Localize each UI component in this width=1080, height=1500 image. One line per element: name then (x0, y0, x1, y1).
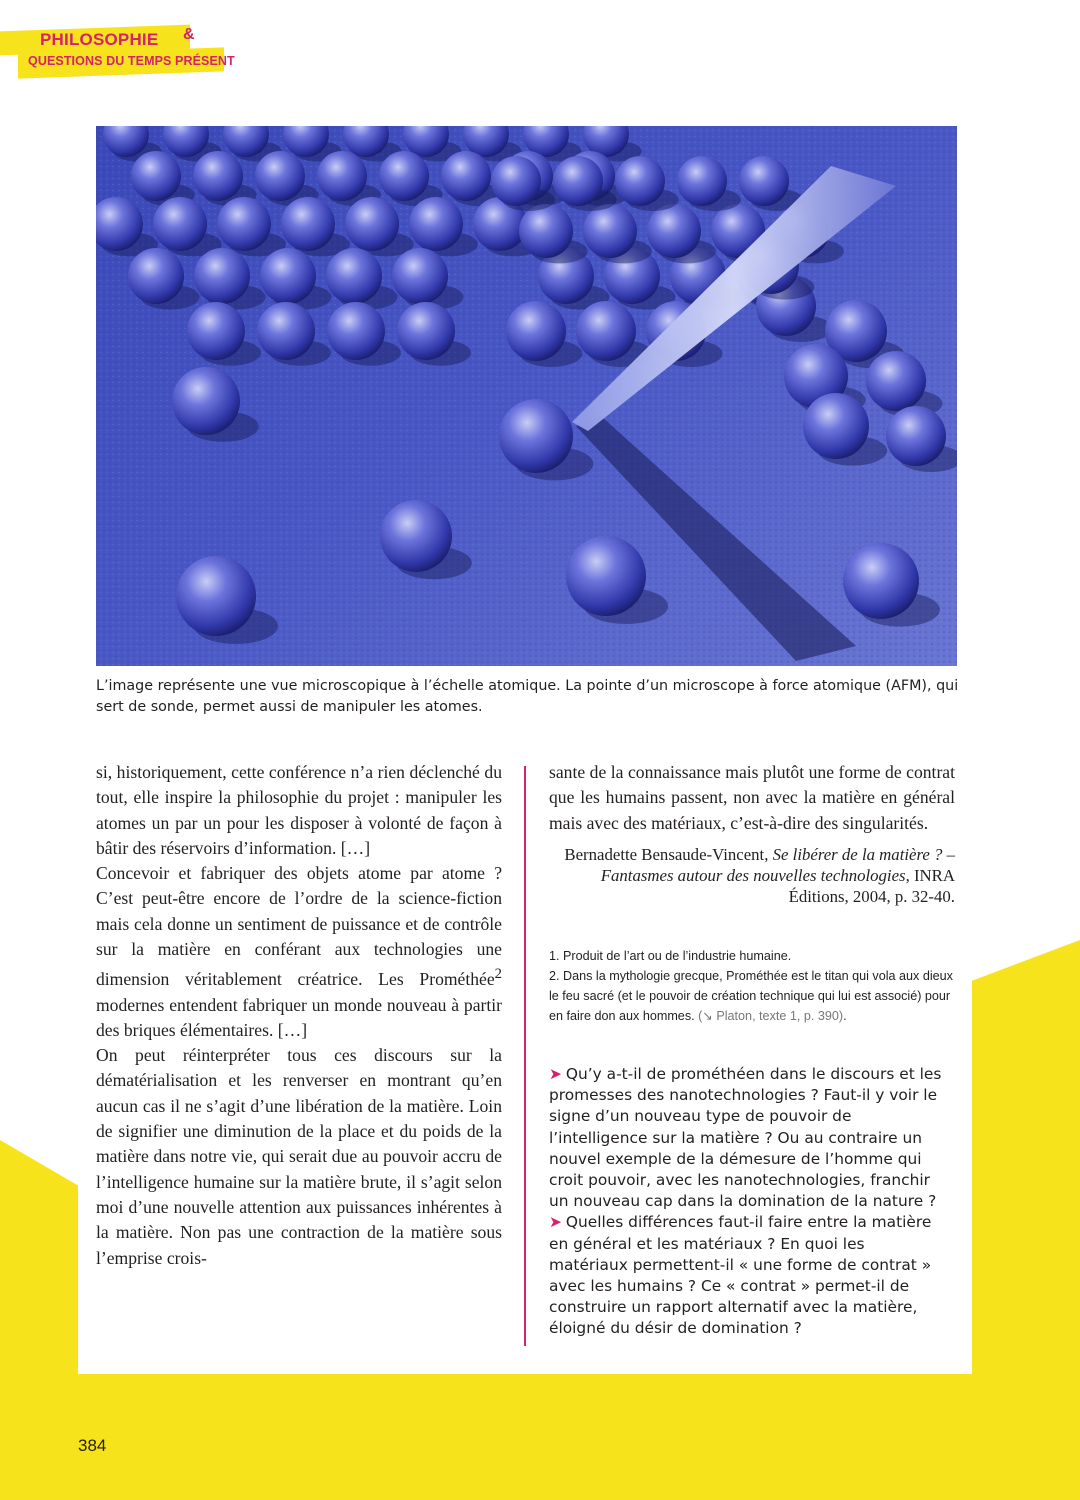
atom-sphere (677, 156, 727, 206)
atom-sphere (327, 302, 385, 360)
text-column-right (549, 760, 955, 907)
atom-sphere (866, 351, 926, 411)
paragraph-3: On peut réinterpréter tous ces discours sur la dématérialisation et les renverser en montrant qu’en aucun cas il ne s’agit d’une libération de la matière. Loin de signifier une diminution de la place et du poids de la matière dans notre vie, qui serait due au pouvoir accru de l’intelligence humaine sur la matière brute, il s’agit selon moi d’une nouvelle attention aux puissances inhérentes à la matière. Non pas une contraction de la matière sous l’emprise crois- (96, 1045, 502, 1268)
footnote-2 (549, 966, 959, 1026)
footnotes (549, 946, 959, 1026)
atom-sphere (379, 151, 429, 201)
atom-sphere (392, 248, 448, 304)
study-questions (549, 1064, 945, 1340)
question-1-text: Qu’y a-t-il de prométhéen dans le discours et les promesses des nanotechnologies ? Faut-il y voir le signe d’un nouveau type de pouvoir de l’intelligence sur la matière ? Ou au contraire un nouvel exemple de la démesure de l’homme qui croit pouvoir, avec les nanotechnologies, franchir un nouveau cap dans la domination de la nature ? (549, 1065, 942, 1211)
atom-sphere (317, 151, 367, 201)
atom-sphere (491, 156, 541, 206)
atom-sphere (886, 406, 946, 466)
atom-sphere (647, 204, 701, 258)
badge-title: PHILOSOPHIE (40, 30, 159, 49)
atom-sphere (257, 302, 315, 360)
atom-sphere (506, 301, 566, 361)
footnote-2-reference: (↘ Platon, texte 1, p. 390) (698, 1009, 844, 1023)
question-1 (549, 1064, 945, 1212)
atom-sphere (345, 197, 399, 251)
footnote-2-text: 2. Dans la mythologie grecque, Prométhée est le titan qui vola aux dieux le feu sacré (et le pouvoir de création technique qui lui est associé) pour en faire don aux hommes. (549, 969, 953, 1023)
atom-sphere (499, 399, 573, 473)
afm-microscope-image (96, 126, 957, 666)
atom-sphere (576, 301, 636, 361)
atom-sphere (128, 248, 184, 304)
atom-sphere (803, 393, 869, 459)
atom-sphere (131, 151, 181, 201)
footnote-ref-2: 2 (494, 966, 502, 983)
atom-sphere (187, 302, 245, 360)
atom-sphere (194, 248, 250, 304)
atom-sphere (843, 543, 919, 619)
citation-publisher: , INRA Éditions, 2004, p. 32-40. (788, 865, 955, 906)
atom-sphere (409, 197, 463, 251)
atom-sphere (441, 151, 491, 201)
footnote-1: 1. Produit de l’art ou de l’industrie humaine. (549, 949, 792, 963)
paragraph-continued: sante de la connaissance mais plutôt une forme de contrat que les humains passent, non avec la matière en général mais avec des matériaux, c’est-à-dire des singularités. (549, 762, 955, 833)
atom-sphere (193, 151, 243, 201)
atom-sphere (153, 197, 207, 251)
badge-ampersand: & (183, 26, 195, 43)
badge-subtitle: QUESTIONS DU TEMPS PRÉSENT (28, 54, 235, 68)
atom-sphere (176, 556, 256, 636)
paragraph-1: si, historiquement, cette conférence n’a rien déclenché du tout, elle inspire la philosophie du projet : manipuler les atomes un par un pour les disposer à volonté de façon à bâtir des réservoirs d’information. […] (96, 762, 502, 858)
arrow-icon: ➤ (549, 1213, 562, 1232)
arrow-icon: ➤ (549, 1065, 562, 1083)
atom-sphere (397, 302, 455, 360)
paragraph-2-end: modernes entendent fabriquer un monde nouveau à partir des briques élémentaires. […] (96, 994, 502, 1040)
atom-sphere (519, 204, 573, 258)
atom-sphere (326, 248, 382, 304)
source-citation (549, 844, 955, 907)
atom-sphere (260, 248, 316, 304)
paragraph-2-start: Concevoir et fabriquer des objets atome par atome ? C’est peut-être encore de l’ordre de la science-fiction mais cela donne un sentiment de puissance et de contrôle sur la matière en conférant aux technologies une dimension véritablement créatrice. Les Prométhée (96, 863, 502, 990)
column-divider (524, 766, 526, 1346)
atom-sphere (380, 500, 452, 572)
citation-author: Bernadette Bensaude-Vincent, (564, 844, 773, 864)
question-2-text: Quelles différences faut-il faire entre la matière en général et les matériaux ? En quoi les matériaux permettent-il « une forme de contrat » avec les humains ? Ce « contrat » permet-il de construire un rapport alternatif avec la matière, éloigné du désir de domination ? (549, 1213, 932, 1338)
atom-sphere (566, 536, 646, 616)
atom-sphere (281, 197, 335, 251)
page-number: 384 (78, 1436, 107, 1455)
atom-sphere (172, 367, 240, 435)
atom-sphere (583, 204, 637, 258)
footnote-2-end: . (843, 1009, 847, 1023)
atom-sphere (615, 156, 665, 206)
atom-sphere (255, 151, 305, 201)
atom-sphere (217, 197, 271, 251)
text-column-left (96, 760, 502, 1271)
citation-title: Se libérer de la matière ? – Fantasmes autour des nouvelles technologies (600, 844, 955, 885)
paragraph-2 (96, 861, 502, 1043)
question-2 (549, 1212, 945, 1339)
section-badge (0, 24, 240, 80)
figure-caption: L’image représente une vue microscopique à l’échelle atomique. La pointe d’un microscope à force atomique (AFM), qui sert de sonde, permet aussi de manipuler les atomes. (96, 678, 959, 715)
atom-sphere (553, 156, 603, 206)
atom-sphere (739, 156, 789, 206)
